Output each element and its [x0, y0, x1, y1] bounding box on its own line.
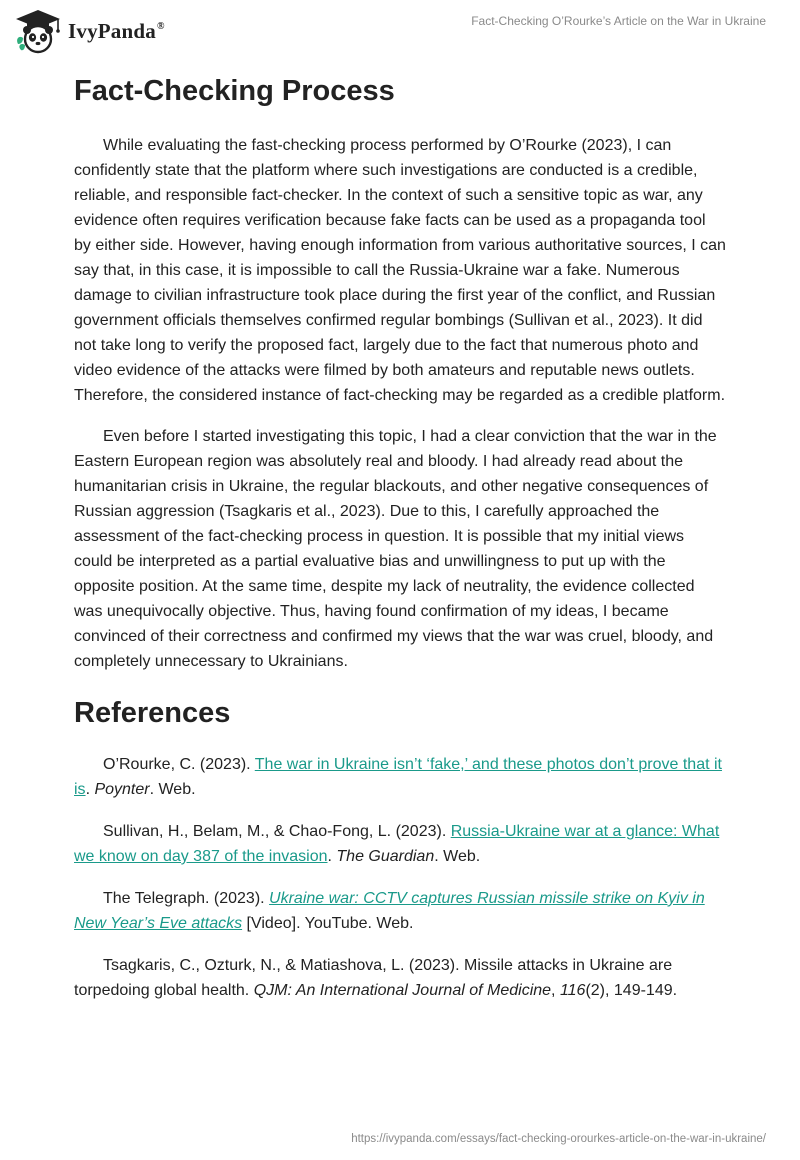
- panda-graduate-icon: [14, 8, 62, 54]
- page-header: [0, 0, 800, 64]
- reference-punct: ,: [551, 982, 560, 999]
- reference-source: Poynter: [94, 781, 150, 798]
- reference-journal: QJM: An International Journal of Medicine: [253, 982, 552, 999]
- running-title: Fact-Checking O’Rourke’s Article on the War in Ukraine: [471, 14, 766, 28]
- reference-tail: . Web.: [434, 848, 481, 865]
- reference-tail: [Video]. YouTube. Web.: [242, 915, 414, 932]
- reference-link-title[interactable]: Ukraine war: CCTV captures Russian missile strike on Kyiv in New Year’s Eve attacks: [74, 890, 705, 932]
- article-content: [74, 68, 726, 1020]
- reference-entry: [74, 752, 726, 802]
- ivypanda-logo[interactable]: [14, 8, 165, 54]
- section-heading-fact-checking: Fact-Checking Process: [74, 75, 395, 107]
- reference-tail: (2), 149-149.: [585, 982, 678, 999]
- reference-authors: Sullivan, H., Belam, M., & Chao-Fong, L. (2023).: [103, 823, 451, 840]
- reference-volume: 116: [559, 982, 586, 999]
- section-heading-references: References: [74, 697, 231, 729]
- reference-authors: Tsagkaris, C., Ozturk, N., & Matiashova, L. (2023). Missile attacks in Ukraine are torpedoing global health.: [74, 957, 673, 999]
- reference-link[interactable]: Russia-Ukraine war at a glance: What we know on day 387 of the invasion: [74, 823, 720, 865]
- brand-name: IvyPanda®: [68, 18, 165, 43]
- reference-tail: . Web.: [149, 781, 196, 798]
- registered-mark: ®: [156, 20, 165, 32]
- reference-list: [74, 752, 726, 1003]
- reference-entry: [74, 819, 726, 869]
- reference-source: The Guardian: [336, 848, 435, 865]
- paragraph-2: Even before I started investigating this topic, I had a clear conviction that the war in the Eastern European region was absolutely real and bloody. I had already read about the humanitarian crisis in Ukraine, the regular blackouts, and other negative consequences of Russian aggression (Tsagkaris et al., 2023). Due to this, I carefully approached the assessment of the fact-checking process in question. It is possible that my initial views could be interpreted as a partial evaluative bias and unwillingness to put up with the opposite position. At the same time, despite my lack of neutrality, the evidence collected was unequivocally objective. Thus, having found confirmation of my ideas, I became convinced of their correctness and confirmed my views that the war was cruel, bloody, and completely unnecessary to Ukrainians.: [74, 428, 717, 670]
- reference-entry: [74, 953, 726, 1003]
- footer-url[interactable]: https://ivypanda.com/essays/fact-checking-orourkes-article-on-the-war-in-ukraine/: [351, 1133, 766, 1145]
- reference-link[interactable]: The war in Ukraine isn’t ‘fake,’ and these photos don’t prove that it is: [74, 756, 722, 798]
- reference-punct: .: [327, 848, 337, 865]
- reference-authors: The Telegraph. (2023).: [103, 890, 270, 907]
- reference-authors: O’Rourke, C. (2023).: [103, 756, 255, 773]
- reference-punct: .: [85, 781, 95, 798]
- reference-entry: [74, 886, 726, 936]
- paragraph-1: While evaluating the fast-checking process performed by O’Rourke (2023), I can confidently state that the platform where such investigations are conducted is a credible, reliable, and responsible fact-checker. In the context of such a sensitive topic as war, any evidence often requires verification because fake facts can be used as a propaganda tool by either side. However, having enough information from various authoritative sources, I can say that, in this case, it is impossible to call the Russia-Ukraine war a fake. Numerous damage to civilian infrastructure took place during the first year of the conflict, and Russian government officials themselves confirmed regular bombings (Sullivan et al., 2023). It did not take long to verify the proposed fact, largely due to the fact that numerous photo and video evidence of the attacks were filmed by both amateurs and reputable news outlets. Therefore, the considered instance of fact-checking may be regarded as a credible platform.: [74, 137, 726, 404]
